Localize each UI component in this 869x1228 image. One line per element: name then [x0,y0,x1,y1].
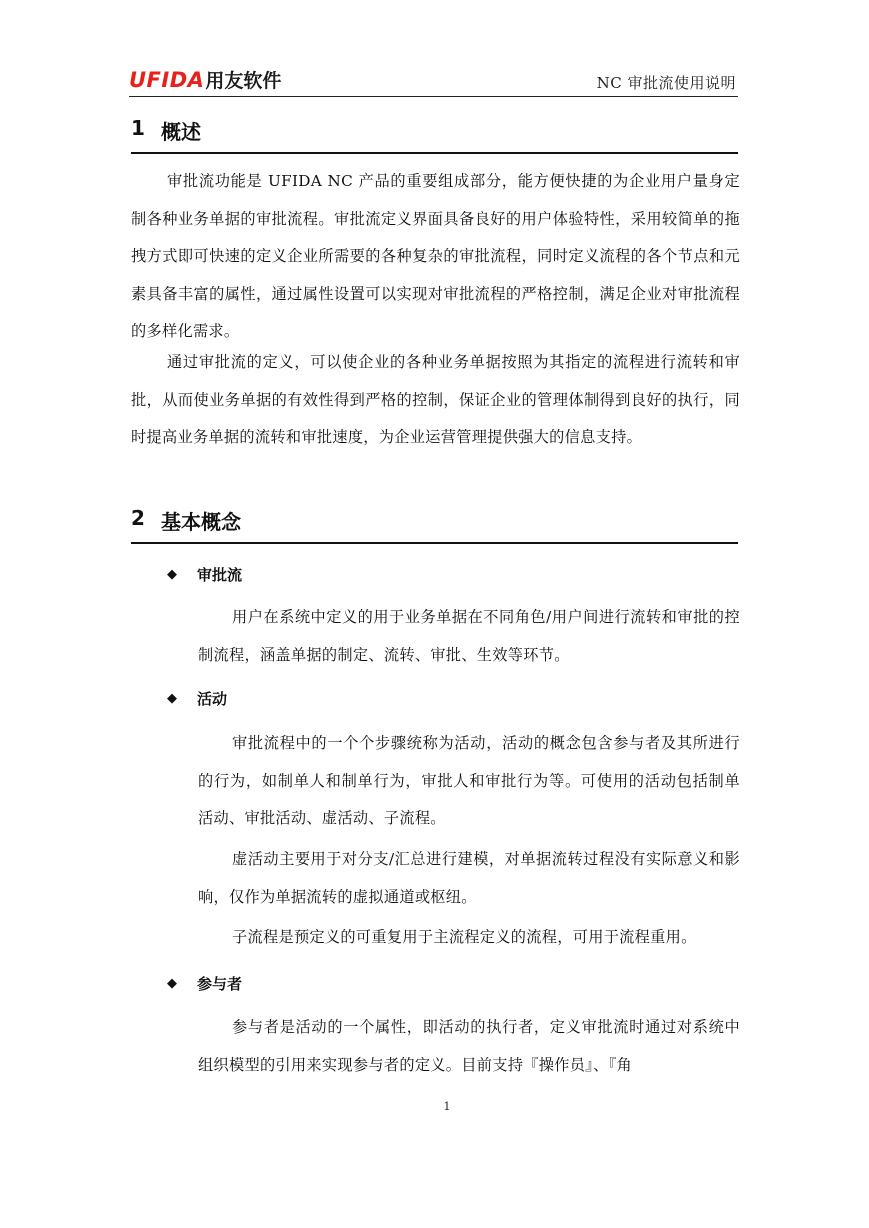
activity-definition: 审批流程中的一个个步骤统称为活动，活动的概念包含参与者及其所进行的行为，如制单人和制单行为，审批人和审批行为等。可使用的活动包括制单活动、审批活动、虚活动、子流程。 [198,734,740,827]
subprocess-definition: 子流程是预定义的可重复用于主流程定义的流程，可用于流程重用。 [232,928,697,946]
concept-heading-participant [167,973,242,994]
section-heading-basic-concepts [131,506,738,544]
logo-chinese-text: 用友软件 [205,70,282,92]
overview-paragraph-1: 审批流功能是 UFIDA NC 产品的重要组成部分，能方便快捷的为企业用户量身定制各种业务单据的审批流程。审批流定义界面具备良好的用户体验特性，采用较简单的拖拽方式即可快速的定义企业所需要的各种复杂的审批流程，同时定义流程的各个节点和元素具备丰富的属性，通过属性设置可以实现对审批流程的严格控制，满足企业对审批流程的多样化需求。 [131,172,740,340]
section-number: 2 [131,506,145,530]
section-title: 概述 [161,120,201,144]
concept-term: 活动 [197,690,228,708]
page-header [129,62,738,97]
concept-term: 审批流 [197,566,243,584]
logo-brand-text: UFIDA [129,68,205,92]
diamond-bullet-icon: ◆ [167,976,177,991]
section-number: 1 [131,116,145,140]
participant-definition: 参与者是活动的一个属性，即活动的执行者，定义审批流时通过对系统中组织模型的引用来实现参与者的定义。目前支持『操作员』、『角 [198,1018,740,1074]
document-title: NC 审批流使用说明 [596,74,736,92]
section-heading-overview [131,116,738,154]
page-number: 1 [443,1100,451,1113]
diamond-bullet-icon: ◆ [167,567,177,582]
section-title: 基本概念 [161,510,241,534]
virtual-activity-definition: 虚活动主要用于对分支/汇总进行建模，对单据流转过程没有实际意义和影响，仅作为单据流转的虚拟通道或枢纽。 [198,850,740,906]
diamond-bullet-icon: ◆ [167,691,177,706]
overview-paragraph-2: 通过审批流的定义，可以使企业的各种业务单据按照为其指定的流程进行流转和审批，从而使业务单据的有效性得到严格的控制，保证企业的管理体制得到良好的执行，同时提高业务单据的流转和审批速度，为企业运营管理提供强大的信息支持。 [131,353,740,446]
concept-term: 参与者 [197,975,243,993]
concept-heading-approval-flow [167,564,242,585]
approval-flow-definition: 用户在系统中定义的用于业务单据在不同角色/用户间进行流转和审批的控制流程，涵盖单据的制定、流转、审批、生效等环节。 [198,608,740,664]
ufida-logo [129,66,281,93]
concept-heading-activity [167,688,227,709]
